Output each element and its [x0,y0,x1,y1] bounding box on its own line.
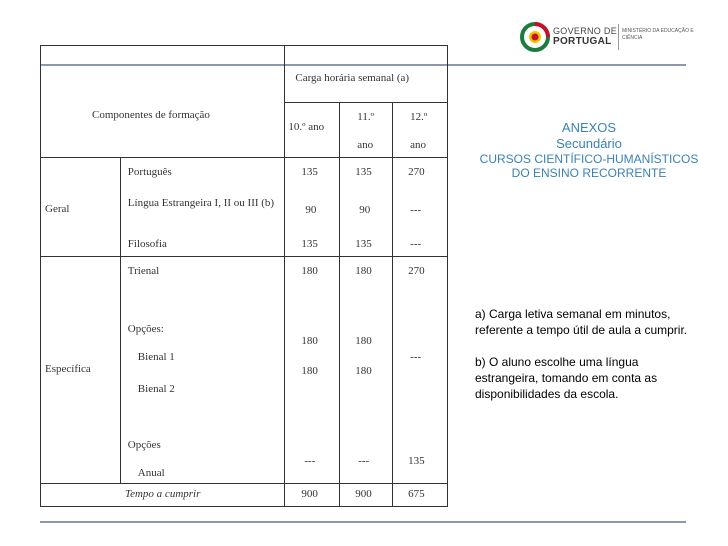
bienal2-y10: 180 [301,365,318,377]
workload-header: Carga horária semanal (a) [295,72,410,84]
workload-header-cell [285,46,448,103]
subject-filosofia: Filosofia [127,238,167,250]
annex-heading [450,120,728,180]
trienal-y11: 180 [355,265,372,277]
footnotes [475,306,700,418]
lingua-y10: 90 [305,204,317,216]
course-line2: DO ENSINO RECORRENTE [511,166,667,180]
y11-header-cell [340,103,393,158]
opcoes-label: Opções: [127,323,164,335]
annex-title: ANEXOS [561,120,617,135]
components-header-cell [41,46,285,158]
total-y10: 900 [301,488,318,500]
annex-subtitle: Secundário [556,136,622,151]
footnote-b: b) O aluno escolhe uma língua estrangeira, tomando em conta as disponibilidades da escola. [475,355,658,401]
bienal-y12: --- [410,351,422,363]
total-label-cell [41,484,285,507]
subject-portugues: Português [127,166,172,178]
geral-y12-cell [393,158,448,257]
subject-lingua-estrangeira: Língua Estrangeira I, II ou III (b) [127,197,275,209]
bienal1-y10: 180 [301,335,318,347]
logo-line1: GOVERNO DE [553,26,618,36]
y10-header: 10.º ano [288,121,325,133]
government-logo [520,20,710,54]
total-y11-cell [340,484,393,507]
geral-subjects-cell [120,158,285,257]
y12-header-line2: ano [410,139,426,151]
especifica-subjects-cell [120,257,285,484]
filosofia-y10: 135 [301,238,318,250]
trienal-y12: 270 [408,265,425,277]
y11-header-line2: ano [357,139,374,151]
subject-anual: Anual [137,467,165,479]
y11-header-line1: 11.º [357,111,374,123]
portugues-y12: 270 [408,166,425,178]
components-header: Componentes de formação [92,109,210,121]
filosofia-y12: --- [410,238,422,250]
subject-bienal2: Bienal 2 [137,383,175,395]
trienal-y10: 180 [301,265,318,277]
filosofia-y11: 135 [355,238,372,250]
lingua-y11: 90 [359,204,371,216]
y12-header-cell [393,103,448,158]
lingua-y12: --- [410,204,422,216]
anual-y12: 135 [408,455,425,467]
subject-trienal: Trienal [127,265,160,277]
bienal1-y11: 180 [355,335,372,347]
geral-label: Geral [45,203,70,215]
bottom-rule [40,521,686,523]
ministry-name: MINISTÉRIO DA EDUCAÇÃO E CIÊNCIA [622,28,694,41]
geral-y10-cell [285,158,340,257]
portugues-y11: 135 [355,166,372,178]
especifica-y10-cell [285,257,340,484]
total-y12-cell [393,484,448,507]
subject-bienal1: Bienal 1 [137,351,175,363]
geral-y11-cell [340,158,393,257]
portugues-y10: 135 [301,166,318,178]
opcoes2-label: Opções [127,439,161,451]
course-line1: CURSOS CIENTÍFICO-HUMANÍSTICOS [479,152,699,166]
total-y12: 675 [408,488,425,500]
anual-y10: --- [304,455,316,467]
anual-y11: --- [358,455,370,467]
logo-separator [618,24,619,50]
total-label: Tempo a cumprir [125,488,201,500]
especifica-label-cell [41,257,121,484]
total-y11: 900 [355,488,372,500]
y10-header-cell [285,103,340,158]
especifica-y11-cell [340,257,393,484]
government-emblem-icon [520,22,550,52]
total-y10-cell [285,484,340,507]
especifica-label: Específica [45,363,91,375]
especifica-y12-cell [393,257,448,484]
logo-line2: PORTUGAL [553,36,612,47]
geral-label-cell [41,158,121,257]
workload-table [40,45,448,507]
bienal2-y11: 180 [355,365,372,377]
footnote-a: a) Carga letiva semanal em minutos, referente a tempo útil de aula a cumprir. [475,307,688,337]
y12-header-line1: 12.º [410,111,428,123]
